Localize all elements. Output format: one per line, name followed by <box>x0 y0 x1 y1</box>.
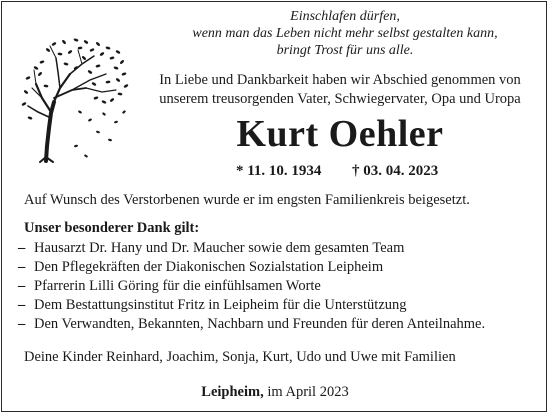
place-name: Leipheim, <box>201 384 264 400</box>
thanks-list <box>18 239 538 334</box>
thanks-item-text: Den Pflegekräften der Diakonischen Sozialstation Leipheim <box>34 259 384 275</box>
dash-bullet: – <box>18 316 26 332</box>
thanks-item-text: Dem Bestattungsinstitut Fritz in Leipheim für die Unterstützung <box>34 297 407 313</box>
date-text: im April 2023 <box>267 384 349 400</box>
list-item <box>18 258 538 277</box>
life-dates <box>140 160 540 182</box>
birth-date: * 11. 10. 1934 <box>236 163 322 179</box>
dash-bullet: – <box>18 297 26 313</box>
motto-line: Einschlafen dürfen, <box>290 9 400 24</box>
intro-text <box>140 71 540 109</box>
family-signature: Deine Kinder Reinhard, Joachim, Sonja, Kurt, Udo und Uwe mit Familien <box>24 349 456 365</box>
motto-verse <box>160 8 530 59</box>
tree-illustration-icon <box>20 28 135 168</box>
list-item <box>18 239 538 258</box>
deceased-name: Kurt Oehler <box>236 113 444 155</box>
thanks-item-text: Hausarzt Dr. Hany und Dr. Maucher sowie dem gesamten Team <box>34 240 405 256</box>
thanks-item-text: Den Verwandten, Bekannten, Nachbarn und Freunden für deren Anteilnahme. <box>34 316 486 332</box>
thanks-heading: Unser besonderer Dank gilt: <box>24 220 200 236</box>
thanks-item-text: Pfarrerin Lilli Göring für die einfühlsamen Worte <box>34 278 321 294</box>
list-item <box>18 315 538 334</box>
dash-bullet: – <box>18 240 26 256</box>
dash-bullet: – <box>18 259 26 275</box>
place-date-line <box>0 382 550 402</box>
intro-line: unserem treusorgenden Vater, Schwiegervater, Opa und Uropa <box>159 91 521 107</box>
motto-line: bringt Trost für uns alle. <box>276 43 414 58</box>
intro-line: In Liebe und Dankbarkeit haben wir Abschied genommen von <box>159 72 521 88</box>
list-item <box>18 277 538 296</box>
list-item <box>18 296 538 315</box>
burial-note: Auf Wunsch des Verstorbenen wurde er im engsten Familienkreis beigesetzt. <box>24 192 470 208</box>
dash-bullet: – <box>18 278 26 294</box>
death-date: † 03. 04. 2023 <box>352 163 439 179</box>
motto-line: wenn man das Leben nicht mehr selbst gestalten kann, <box>192 26 498 41</box>
